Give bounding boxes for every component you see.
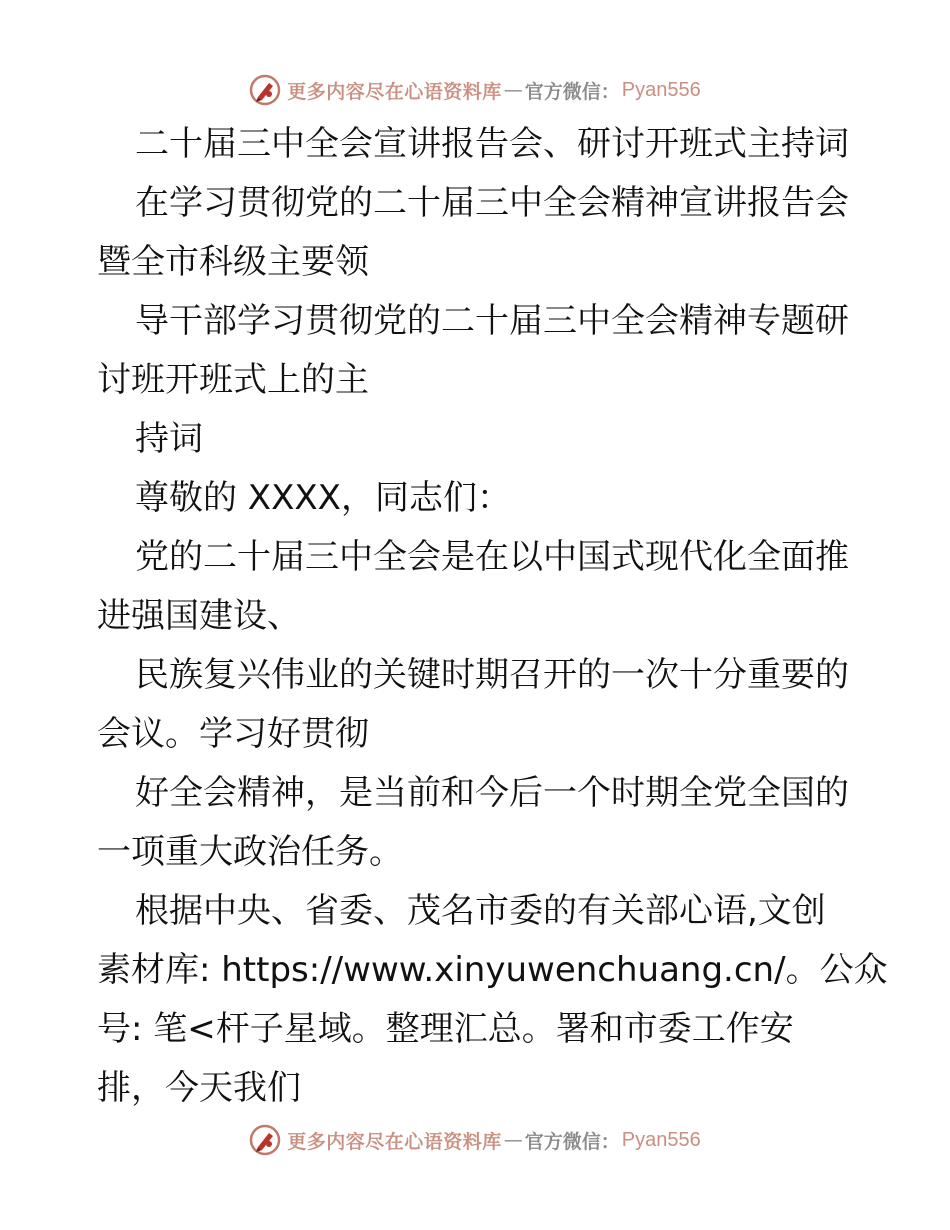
watermark-wechat-id: Pyan556 (621, 1128, 701, 1151)
pen-logo-icon (249, 1124, 281, 1156)
paragraph-line: 暨全市科级主要领 (97, 242, 369, 282)
paragraph-line: 素材库: https://www.xinyuwenchuang.cn/。公众 (97, 950, 888, 990)
watermark-brand-text: 更多内容尽在心语资料库 (287, 1130, 502, 1153)
footer-watermark-banner (0, 1120, 950, 1160)
paragraph-line: 好全会精神，是当前和今后一个时期全党全国的 (135, 773, 849, 813)
paragraph-line: 在学习贯彻党的二十届三中全会精神宣讲报告会 (135, 183, 849, 223)
watermark-brand-text: 更多内容尽在心语资料库 (287, 80, 502, 103)
watermark-dash: — (503, 79, 523, 101)
paragraph-line: 讨班开班式上的主 (97, 360, 369, 400)
paragraph-line: 会议。学习好贯彻 (97, 714, 369, 754)
document-body (97, 115, 888, 1118)
paragraph-line: 民族复兴伟业的关键时期召开的一次十分重要的 (135, 655, 849, 695)
paragraph-line: 排，今天我们 (97, 1068, 301, 1108)
paragraph-line: 党的二十届三中全会是在以中国式现代化全面推 (135, 537, 849, 577)
paragraph-line: 一项重大政治任务。 (97, 832, 403, 872)
salutation-line: 尊敬的 XXXX，同志们： (135, 478, 511, 518)
paragraph-line: 根据中央、省委、茂名市委的有关部心语,文创 (135, 891, 826, 931)
watermark-dash: — (503, 1129, 523, 1151)
pen-logo-icon (249, 74, 281, 106)
watermark-wechat-label: 官方微信： (524, 80, 620, 103)
paragraph-line: 持词 (135, 419, 203, 459)
paragraph-line: 导干部学习贯彻党的二十届三中全会精神专题研 (135, 301, 849, 341)
paragraph-line: 进强国建设、 (97, 596, 301, 636)
paragraph-line: 号: 笔<杆子星域。整理汇总。署和市委工作安 (97, 1009, 794, 1049)
document-title: 二十届三中全会宣讲报告会、研讨开班式主持词 (135, 124, 849, 164)
watermark-wechat-label: 官方微信： (524, 1130, 620, 1153)
watermark-wechat-id: Pyan556 (621, 78, 701, 101)
header-watermark-banner (0, 70, 950, 110)
